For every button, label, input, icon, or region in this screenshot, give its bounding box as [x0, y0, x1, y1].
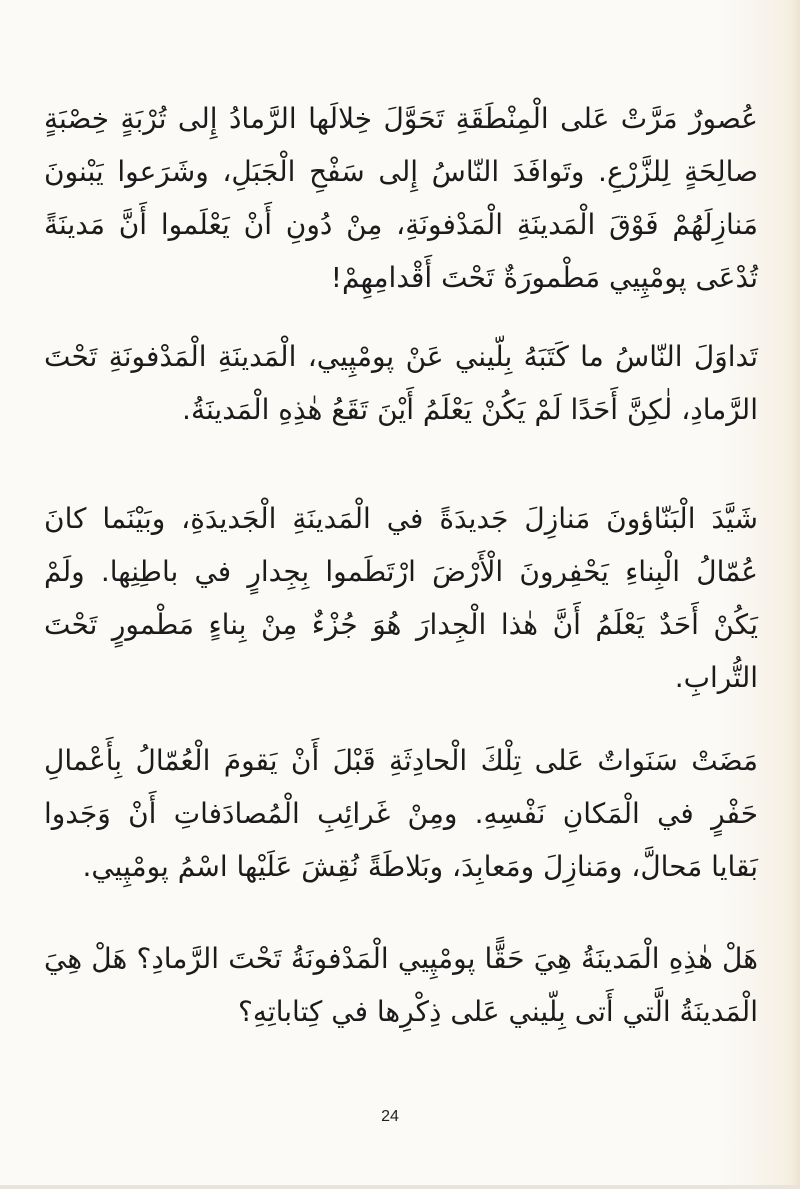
- paragraph-line: الْمَدينَةُ الَّتي أَتى بِلّيني عَلى ذِكْرِها في كِتاباتِهِ؟: [238, 995, 758, 1028]
- paragraph-line: عُصورٌ مَرَّتْ عَلى الْمِنْطَقَةِ تَحَوَّلَ خِلالَها الرَّمادُ إِلى تُرْبَةٍ خِصْبَةٍ: [44, 102, 758, 135]
- paragraph-line: التُّرابِ.: [674, 661, 758, 694]
- paragraph-line: يَكُنْ أَحَدٌ يَعْلَمُ أَنَّ هٰذا الْجِدارَ هُوَ جُزْءٌ مِنْ بِناءٍ مَطْمورٍ تَحْتَ: [44, 608, 758, 641]
- paragraph-5: [44, 932, 758, 1038]
- paragraph-line: شَيَّدَ الْبَنّاؤونَ مَنازِلَ جَديدَةً في الْمَدينَةِ الْجَديدَةِ، وبَيْنَما كانَ: [44, 502, 758, 535]
- page-edge-shadow: [790, 0, 800, 1189]
- paragraph-line: حَفْرٍ في الْمَكانِ نَفْسِهِ. ومِنْ غَرائِبِ الْمُصادَفاتِ أَنْ وَجَدوا: [44, 797, 758, 830]
- paragraph-line: صالِحَةٍ لِلزَّرْعِ. وتَوافَدَ النّاسُ إِلى سَفْحِ الْجَبَلِ، وشَرَعوا يَبْنونَ: [44, 155, 758, 188]
- paragraph-line: بَقايا مَحالَّ، ومَنازِلَ ومَعابِدَ، وبَلاطَةً نُقِشَ عَلَيْها اسْمُ پومْپِيي.: [82, 850, 758, 883]
- paragraph-line: هَلْ هٰذِهِ الْمَدينَةُ هِيَ حَقًّا پومْپِيي الْمَدْفونَةُ تَحْتَ الرَّمادِ؟ هَلْ هِيَ: [44, 942, 758, 975]
- paragraph-line: تَداوَلَ النّاسُ ما كَتَبَهُ بِلّيني عَنْ پومْپِيي، الْمَدينَةِ الْمَدْفونَةِ تَحْتَ: [44, 340, 758, 373]
- paragraph-line: عُمّالُ الْبِناءِ يَحْفِرونَ الْأَرْضَ ارْتَطَموا بِجِدارٍ في باطِنِها. ولَمْ: [44, 555, 758, 588]
- paragraph-3: [44, 492, 758, 704]
- paragraph-line: مَنازِلَهُمْ فَوْقَ الْمَدينَةِ الْمَدْفونَةِ، مِنْ دُونِ أَنْ يَعْلَموا أَنَّ مَدينَةً: [44, 208, 758, 241]
- paragraph-2: [44, 330, 758, 436]
- paragraph-4: [44, 734, 758, 893]
- paragraph-line: تُدْعَى پومْپِيي مَطْمورَةٌ تَحْتَ أَقْدامِهِمْ!: [330, 261, 758, 294]
- paragraph-line: الرَّمادِ، لٰكِنَّ أَحَدًا لَمْ يَكُنْ يَعْلَمُ أَيْنَ تَقَعُ هٰذِهِ الْمَدينَةُ.: [182, 393, 758, 426]
- paragraph-line: مَضَتْ سَنَواتٌ عَلى تِلْكَ الْحادِثَةِ قَبْلَ أَنْ يَقومَ الْعُمّالُ بِأَعْمالِ: [44, 744, 758, 777]
- paragraph-1: [44, 92, 758, 304]
- page-bottom-edge: [0, 1185, 800, 1189]
- page-number: 24: [381, 1108, 399, 1125]
